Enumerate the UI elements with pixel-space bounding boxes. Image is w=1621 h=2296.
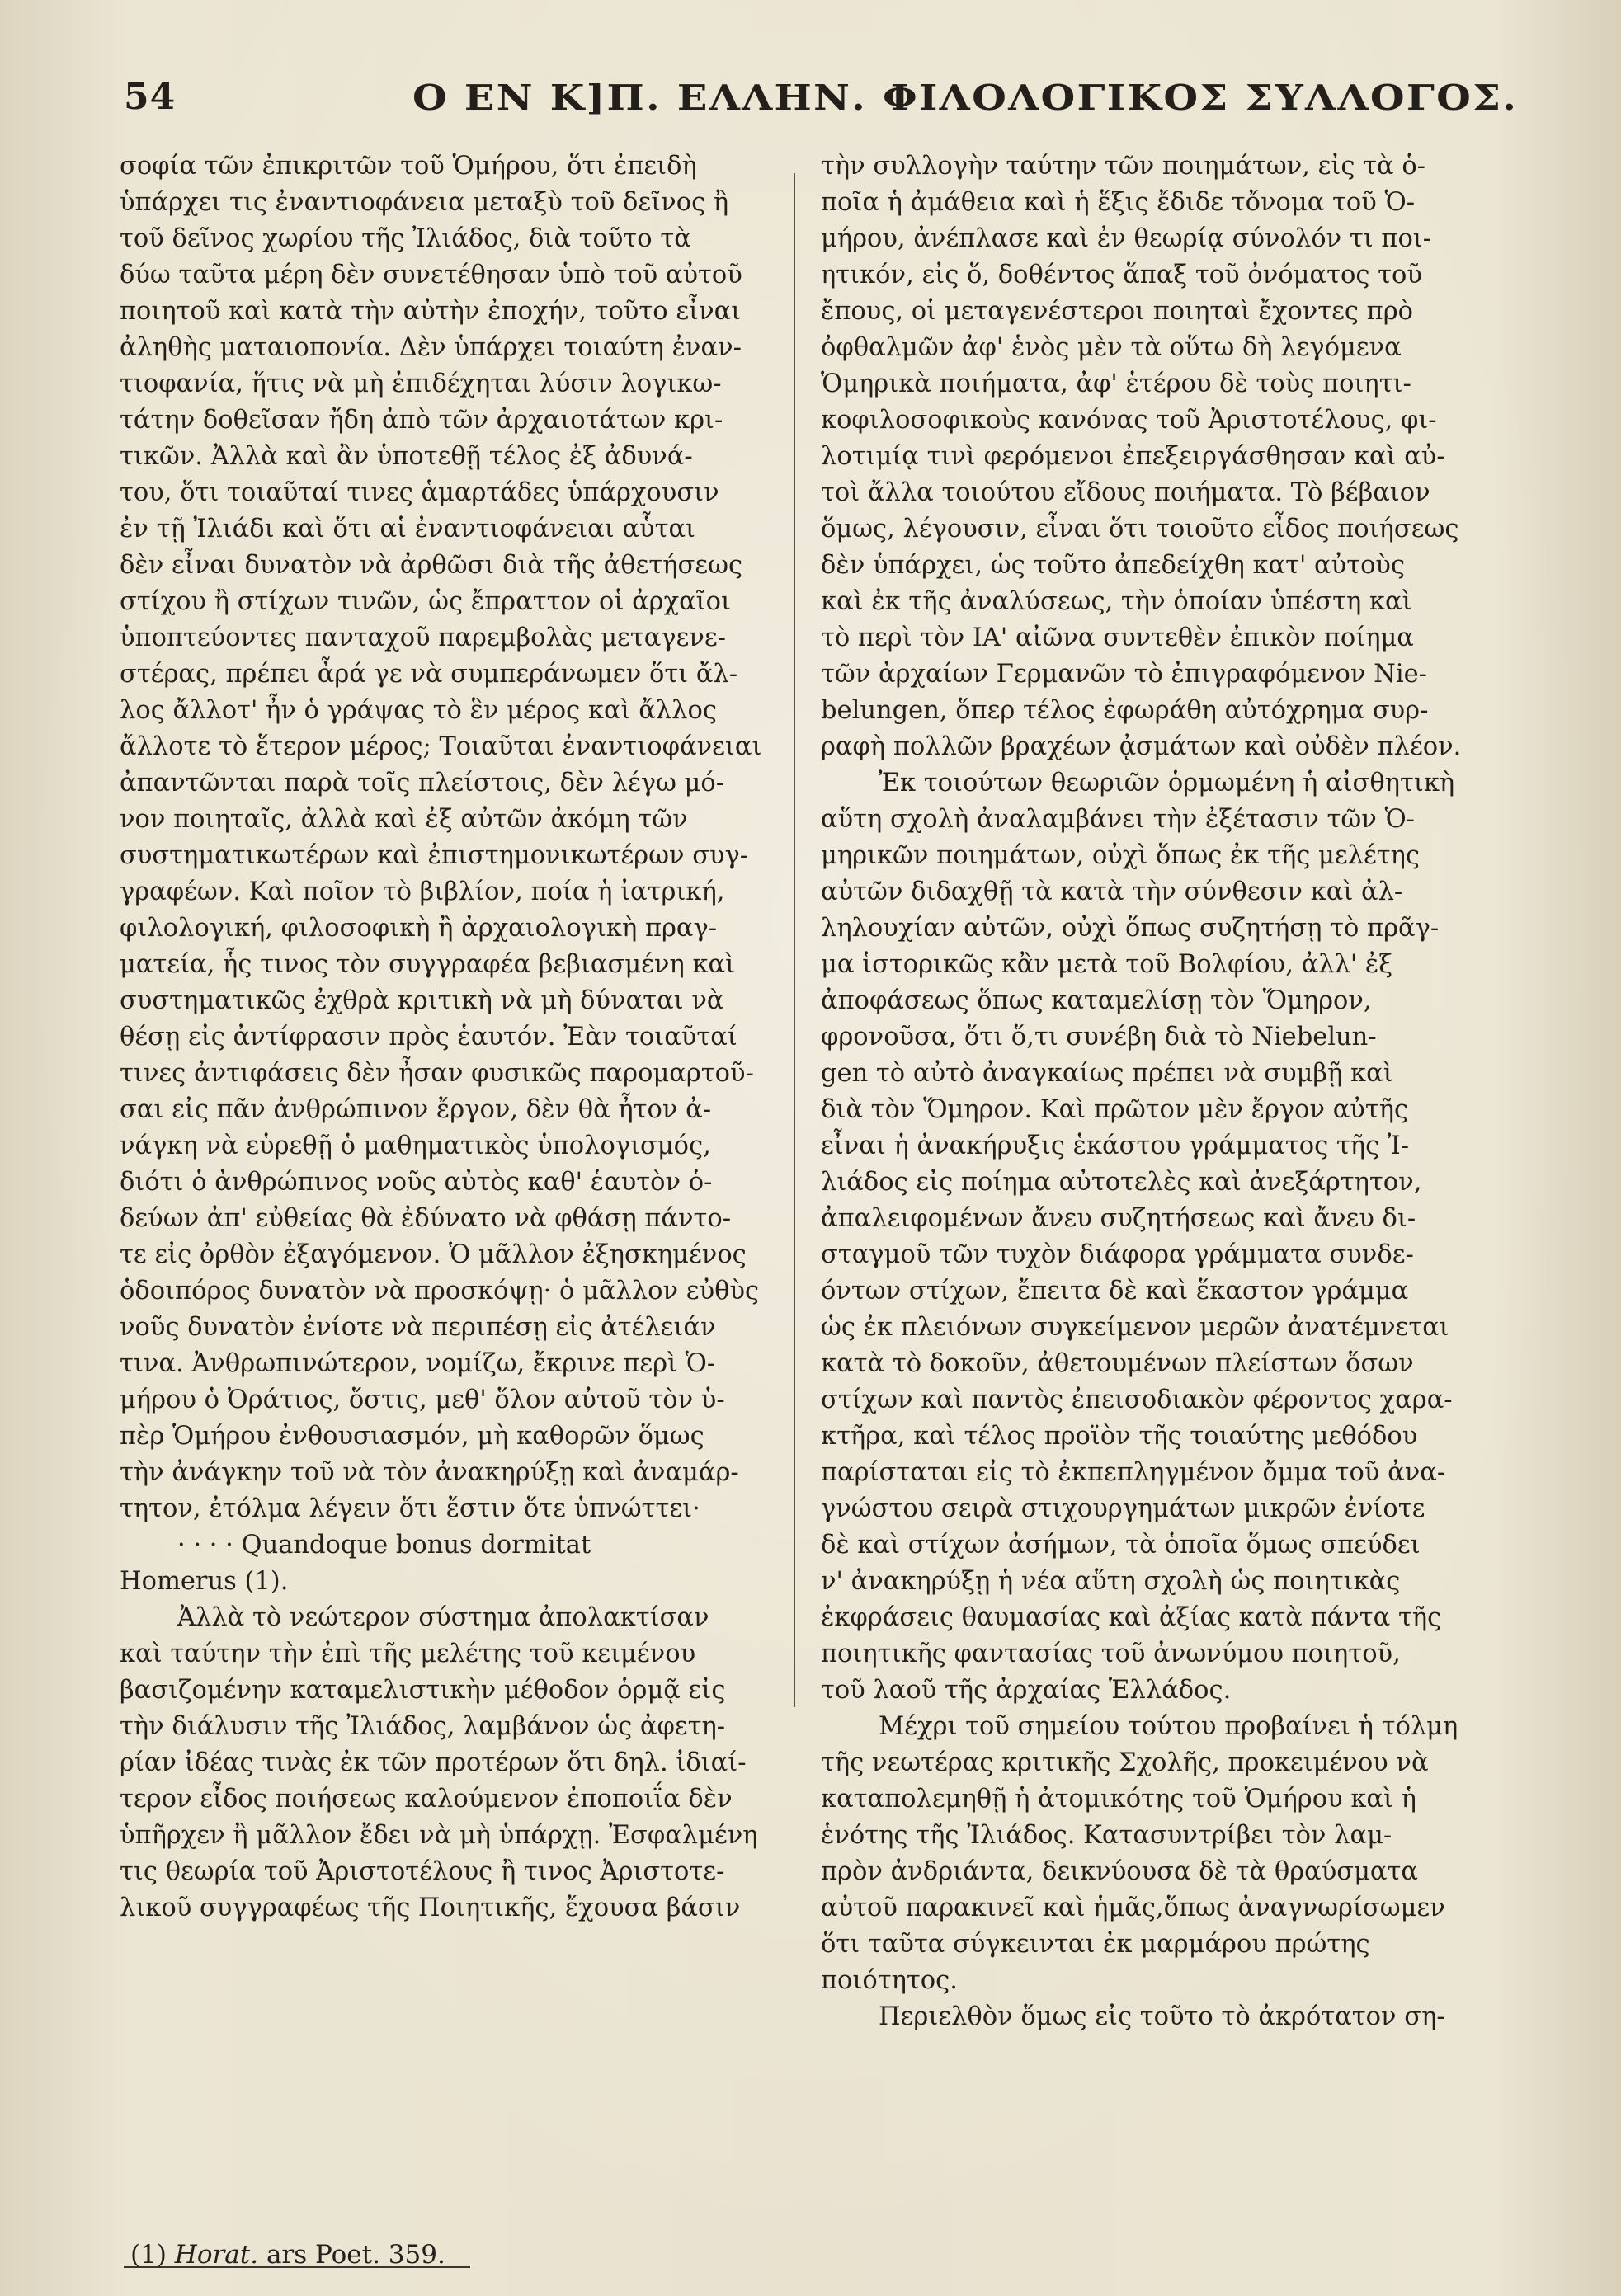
text-line: πὲρ Ὁμήρου ἐνθουσιασμόν, μὴ καθορῶν ὅμως [120, 1422, 704, 1451]
text-line: ὑπῆρχεν ἢ μᾶλλον ἔδει νὰ μὴ ὑπάρχῃ. Ἐσφαλμένη [120, 1821, 758, 1850]
text-line: λος ἄλλοτ' ἦν ὁ γράψας τὸ ἓν μέρος καὶ ἄλλος [120, 696, 717, 725]
text-line: γραφέων. Καὶ ποῖον τὸ βιβλίον, ποία ἡ ἰατρική, [120, 877, 725, 906]
text-line: Homerus (1). [120, 1567, 289, 1596]
text-line: λιάδος εἰς ποίημα αὐτοτελὲς καὶ ἀνεξάρτητον, [821, 1168, 1422, 1197]
text-line: τῆς νεωτέρας κριτικῆς Σχολῆς, προκειμένου νὰ [821, 1748, 1429, 1777]
text-line: ἀπαντῶνται παρὰ τοῖς πλείστοις, δὲν λέγω μό- [120, 769, 725, 797]
text-line: ἑνότης τῆς Ἰλιάδος. Κατασυντρίβει τὸν λαμ- [821, 1821, 1392, 1850]
text-line: ἔπους, οἱ μεταγενέστεροι ποιηταὶ ἔχοντες πρὸ [821, 297, 1414, 326]
text-line: ποῖα ἡ ἀμάθεια καὶ ἡ ἕξις ἔδιδε τὄνομα τοῦ Ὁ- [821, 188, 1416, 217]
text-line: τοῦ λαοῦ τῆς ἀρχαίας Ἑλλάδος. [821, 1676, 1232, 1705]
footnote-reference: ars Poet. 359. [266, 2240, 445, 2270]
text-line: ποιητοῦ καὶ κατὰ τὴν αὐτὴν ἐποχήν, τοῦτο εἶναι [120, 297, 742, 326]
text-line: ρίαν ἰδέας τινὰς ἐκ τῶν προτέρων ὅτι δηλ. ἰδιαί- [120, 1748, 747, 1777]
text-line: ὅμως, λέγουσιν, εἶναι ὅτι τοιοῦτο εἶδος ποιήσεως [821, 515, 1459, 543]
right-column [821, 148, 1473, 2035]
text-line: διὰ τὸν Ὅμηρον. Καὶ πρῶτον μὲν ἔργον αὐτῆς [821, 1095, 1409, 1124]
text-line: ὁδοιπόρος δυνατὸν νὰ προσκόψῃ· ὁ μᾶλλον εὐθὺς [120, 1277, 760, 1306]
text-line: τε εἰς ὀρθὸν ἐξαγόμενον. Ὁ μᾶλλον ἐξησκημένος [120, 1240, 747, 1269]
text-line: παρίσταται εἰς τὸ ἐκπεπληγμένον ὄμμα τοῦ ἀνα- [821, 1458, 1446, 1487]
text-line: ἄλλοτε τὸ ἕτερον μέρος; Τοιαῦται ἐναντιοφάνειαι [120, 732, 762, 761]
text-line: σοφία τῶν ἐπικριτῶν τοῦ Ὁμήρου, ὅτι ἐπειδὴ [120, 152, 697, 181]
text-line: μηρικῶν ποιημάτων, οὐχὶ ὅπως ἐκ τῆς μελέτης [821, 841, 1421, 870]
text-line: νάγκη νὰ εὑρεθῇ ὁ μαθηματικὸς ὑπολογισμός, [120, 1132, 711, 1160]
text-line: βασιζομένην καταμελιστικὴν μέθοδον ὁρμᾷ εἰς [120, 1676, 726, 1705]
text-line: ἐν τῇ Ἰλιάδι καὶ ὅτι αἱ ἐναντιοφάνειαι αὗται [120, 515, 696, 543]
text-line: διότι ὁ ἀνθρώπινος νοῦς αὐτὸς καθ' ἑαυτὸν ὁ- [120, 1168, 713, 1197]
text-line: δὲν ὑπάρχει, ὡς τοῦτο ἀπεδείχθη κατ' αὐτοὺς [821, 551, 1406, 580]
text-line: δύω ταῦτα μέρη δὲν συνετέθησαν ὑπὸ τοῦ αὐτοῦ [120, 261, 742, 289]
text-line: εἶναι ἡ ἀνακήρυξις ἑκάστου γράμματος τῆς Ἰ- [821, 1132, 1410, 1160]
text-line: τὴν συλλογὴν ταύτην τῶν ποιημάτων, εἰς τὰ ὁ- [821, 152, 1425, 181]
text-line: τερον εἶδος ποιήσεως καλούμενον ἐποποιΐα δὲν [120, 1785, 733, 1814]
column-divider [794, 173, 795, 1707]
text-line: τινες ἀντιφάσεις δὲν ἦσαν φυσικῶς παρομαρτοῦ- [120, 1059, 754, 1088]
text-line: αὕτη σχολὴ ἀναλαμβάνει τὴν ἐξέτασιν τῶν Ὁ- [821, 805, 1415, 834]
text-line: τητον, ἐτόλμα λέγειν ὅτι ἔστιν ὅτε ὑπνώττει· [120, 1494, 700, 1523]
text-line: · · · · Quandoque bonus dormitat [177, 1531, 591, 1560]
footnote-author: Horat. [174, 2240, 259, 2270]
text-line: δεύων ἀπ' εὐθείας θὰ ἐδύνατο νὰ φθάσῃ πάντο- [120, 1204, 732, 1233]
text-line: φρονοῦσα, ὅτι ὅ,τι συνέβη διὰ τὸ Niebelun- [821, 1023, 1377, 1052]
text-line: κατὰ τὸ δοκοῦν, ἀθετουμένων πλείστων ὅσων [821, 1349, 1414, 1378]
text-line: τοὶ ἄλλα τοιούτου εἴδους ποιήματα. Τὸ βέβαιον [821, 478, 1430, 507]
text-line: λοτιμίᾳ τινὶ φερόμενοι ἐπεξειργάσθησαν καὶ αὐ- [821, 442, 1445, 471]
text-line: του, ὅτι τοιαῦταί τινες ἁμαρτάδες ὑπάρχουσιν [120, 478, 719, 507]
text-line: δὲν εἶναι δυνατὸν νὰ ἀρθῶσι διὰ τῆς ἀθετήσεως [120, 551, 743, 580]
footnote [130, 2238, 445, 2271]
text-line: τιοφανία, ἥτις νὰ μὴ ἐπιδέχηται λύσιν λογικω- [120, 369, 722, 398]
text-line: τοῦ δεῖνος χωρίου τῆς Ἰλιάδος, διὰ τοῦτο τὰ [120, 224, 691, 253]
text-line: μήρου, ἀνέπλασε καὶ ἐν θεωρίᾳ σύνολόν τι ποι- [821, 224, 1432, 253]
text-line: Μέχρι τοῦ σημείου τούτου προβαίνει ἡ τόλμη [879, 1712, 1458, 1741]
text-line: Ἀλλὰ τὸ νεώτερον σύστημα ἀπολακτίσαν [177, 1603, 709, 1632]
text-line: συστηματικωτέρων καὶ ἐπιστημονικωτέρων συγ- [120, 841, 749, 870]
text-line: στίχων καὶ παντὸς ἐπεισοδιακὸν φέροντος χαρα- [821, 1386, 1453, 1414]
text-line: μήρου ὁ Ὀράτιος, ὅστις, μεθ' ὅλον αὐτοῦ τὸν ὑ- [120, 1386, 725, 1414]
text-line: όντων στίχων, ἔπειτα δὲ καὶ ἕκαστον γράμμα [821, 1277, 1409, 1306]
text-line: νοῦς δυνατὸν ἐνίοτε νὰ περιπέσῃ εἰς ἀτέλειάν [120, 1313, 716, 1342]
text-line: ὡς ἐκ πλειόνων συγκείμενον μερῶν ἀνατέμνεται [821, 1313, 1449, 1342]
text-line: τις θεωρία τοῦ Ἀριστοτέλους ἢ τινος Ἀριστοτε- [120, 1857, 725, 1886]
text-line: λικοῦ συγγραφέως τῆς Ποιητικῆς, ἔχουσα βάσιν [120, 1894, 741, 1922]
text-line: ἀπαλειφομένων ἄνευ συζητήσεως καὶ ἄνευ δι- [821, 1204, 1416, 1233]
text-line: μα ἱστορικῶς κἂν μετὰ τοῦ Βολφίου, ἀλλ' ἐξ [821, 950, 1393, 979]
text-line: στίχου ἢ στίχων τινῶν, ὡς ἔπραττον οἱ ἀρχαῖοι [120, 587, 731, 616]
text-line: ὀφθαλμῶν ἀφ' ἑνὸς μὲν τὰ οὕτω δὴ λεγόμενα [821, 333, 1402, 362]
text-line: δὲ καὶ στίχων ἀσήμων, τὰ ὁποῖα ὅμως σπεύδει [821, 1531, 1421, 1560]
text-line: καὶ ἐκ τῆς ἀναλύσεως, τὴν ὁποίαν ὑπέστη καὶ [821, 587, 1412, 616]
left-column [120, 148, 771, 1927]
text-line: Ἐκ τοιούτων θεωριῶν ὁρμωμένη ἡ αἰσθητικὴ [879, 769, 1455, 797]
text-line: ραφὴ πολλῶν βραχέων ᾀσμάτων καὶ οὐδὲν πλέον. [821, 732, 1462, 761]
text-line: αὐτοῦ παρακινεῖ καὶ ἡμᾶς,ὅπως ἀναγνωρίσωμεν [821, 1894, 1445, 1922]
text-line: ληλουχίαν αὐτῶν, οὐχὶ ὅπως συζητήσῃ τὸ πρᾶγ- [821, 914, 1440, 943]
footnote-marker: (1) [130, 2240, 167, 2270]
text-line: τικῶν. Ἀλλὰ καὶ ἂν ὑποτεθῇ τέλος ἐξ ἀδυνά- [120, 442, 693, 471]
text-line: ποιότητος. [821, 1966, 958, 1995]
text-line: belungen, ὅπερ τέλος ἐφωράθη αὐτόχρημα συρ- [821, 696, 1429, 725]
text-line: ητικόν, εἰς ὅ, δοθέντος ἅπαξ τοῦ ὀνόματος τοῦ [821, 261, 1422, 289]
text-line: σαι εἰς πᾶν ἀνθρώπινον ἔργον, δὲν θὰ ἦτον ἀ- [120, 1095, 712, 1124]
text-line: ἐκφράσεις θαυμασίας καὶ ἀξίας κατὰ πάντα τῆς [821, 1603, 1442, 1632]
text-line: ποιητικῆς φαντασίας τοῦ ἀνωνύμου ποιητοῦ, [821, 1640, 1401, 1668]
running-title: Ο ΕΝ Κ]Π. ΕΛΛΗΝ. ΦΙΛΟΛΟΓΙΚΟΣ ΣΥΛΛΟΓΟΣ. [412, 78, 1519, 118]
text-line: καταπολεμηθῇ ἡ ἀτομικότης τοῦ Ὁμήρου καὶ ἡ [821, 1785, 1416, 1814]
text-line: gen τὸ αὐτὸ ἀναγκαίως πρέπει νὰ συμβῇ καὶ [821, 1059, 1393, 1088]
text-line: Περιελθὸν ὅμως εἰς τοῦτο τὸ ἀκρότατον ση- [879, 2002, 1445, 2031]
text-line: πρὸν ἀνδριάντα, δεικνύουσα δὲ τὰ θραύσματα [821, 1857, 1418, 1886]
text-line: συστηματικῶς ἐχθρὰ κριτικὴ νὰ μὴ δύναται νὰ [120, 986, 724, 1015]
text-line: αὐτῶν διδαχθῇ τὰ κατὰ τὴν σύνθεσιν καὶ ἀλ- [821, 877, 1403, 906]
text-line: καὶ ταύτην τὴν ἐπὶ τῆς μελέτης τοῦ κειμένου [120, 1640, 696, 1668]
text-line: κοφιλοσοφικοὺς κανόνας τοῦ Ἀριστοτέλους, φι- [821, 406, 1437, 435]
text-line: τῶν ἀρχαίων Γερμανῶν τὸ ἐπιγραφόμενον Nie- [821, 660, 1427, 689]
text-line: σταγμοῦ τῶν τυχὸν διάφορα γράμματα συνδε- [821, 1240, 1414, 1269]
page-header [124, 76, 1519, 142]
text-line: ὅτι ταῦτα σύγκεινται ἐκ μαρμάρου πρώτης [821, 1930, 1370, 1959]
text-line: νον ποιηταῖς, ἀλλὰ καὶ ἐξ αὐτῶν ἀκόμη τῶν [120, 805, 688, 834]
text-line: γνώστου σειρὰ στιχουργημάτων μικρῶν ἐνίοτε [821, 1494, 1425, 1523]
text-line: θέσῃ εἰς ἀντίφρασιν πρὸς ἑαυτόν. Ἐὰν τοιαῦταί [120, 1023, 737, 1052]
text-line: τὴν διάλυσιν τῆς Ἰλιάδος, λαμβάνον ὡς ἀφετη- [120, 1712, 726, 1741]
text-line: φιλολογική, φιλοσοφικὴ ἢ ἀρχαιολογικὴ πραγ- [120, 914, 718, 943]
text-line: ἀποφάσεως ὅπως καταμελίσῃ τὸν Ὅμηρον, [821, 986, 1372, 1015]
text-line: στέρας, πρέπει ἆρά γε νὰ συμπεράνωμεν ὅτι ἄλ- [120, 660, 738, 689]
text-line: ὑπάρχει τις ἐναντιοφάνεια μεταξὺ τοῦ δεῖνος ἢ [120, 188, 729, 217]
text-line: ν' ἀνακηρύξῃ ἡ νέα αὕτη σχολὴ ὡς ποιητικὰς [821, 1567, 1401, 1596]
text-line: ἀληθὴς ματαιοπονία. Δὲν ὑπάρχει τοιαύτη ἐναν- [120, 333, 742, 362]
text-line: τάτην δοθεῖσαν ἤδη ἀπὸ τῶν ἀρχαιοτάτων κρι- [120, 406, 723, 435]
text-line: ματεία, ἧς τινος τὸν συγγραφέα βεβιασμένη καὶ [120, 950, 736, 979]
text-line: Ὁμηρικὰ ποιήματα, ἀφ' ἑτέρου δὲ τοὺς ποιητι- [821, 369, 1411, 398]
text-line: τινα. Ἀνθρωπινώτερον, νομίζω, ἔκρινε περὶ Ὁ- [120, 1349, 716, 1378]
text-line: ὑποπτεύοντες πανταχοῦ παρεμβολὰς μεταγενε- [120, 623, 726, 652]
text-line: τὴν ἀνάγκην τοῦ νὰ τὸν ἀνακηρύξῃ καὶ ἀναμάρ- [120, 1458, 739, 1487]
text-line: τὸ περὶ τὸν ΙΑ' αἰῶνα συντεθὲν ἐπικὸν ποίημα [821, 623, 1414, 652]
page-number: 54 [124, 76, 177, 118]
text-line: κτῆρα, καὶ τέλος προϊὸν τῆς τοιαύτης μεθόδου [821, 1422, 1418, 1451]
